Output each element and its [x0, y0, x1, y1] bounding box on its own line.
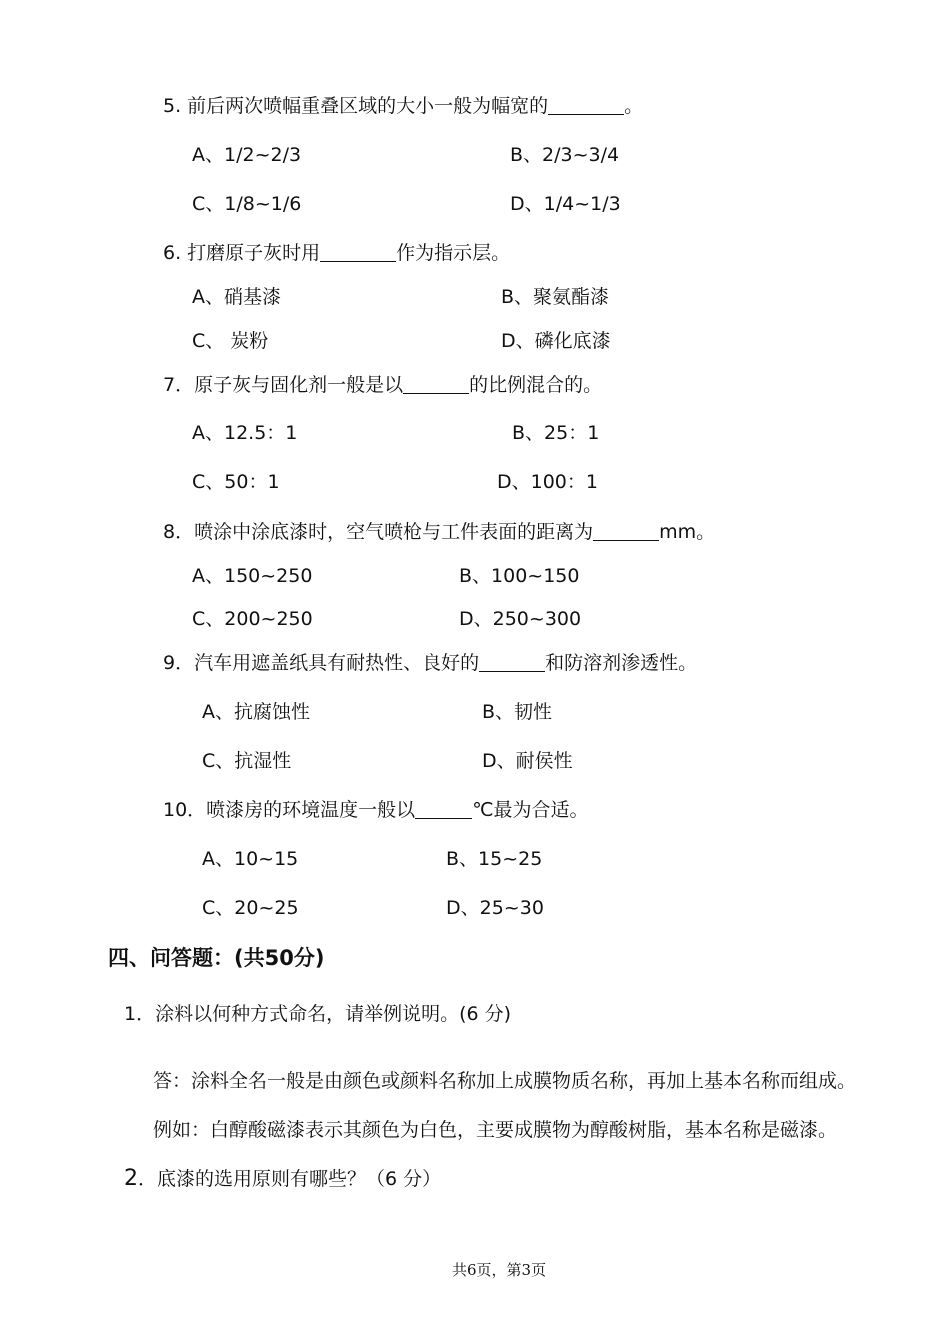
- question-5-stem: 5. 前后两次喷幅重叠区域的大小一般为幅宽的: [163, 95, 549, 117]
- option-c: C、1/8~1/6: [192, 193, 302, 215]
- option-d: D、磷化底漆: [501, 330, 611, 352]
- section-title: 四、问答题：(共50分): [108, 946, 325, 970]
- option-a: A、硝基漆: [192, 286, 281, 308]
- question-5-stem-end: 。: [624, 95, 644, 117]
- question-5: [163, 94, 643, 118]
- question-10-stem-end: ℃最为合适。: [472, 799, 589, 821]
- answer-blank: [320, 241, 396, 262]
- answer-blank: [548, 94, 624, 115]
- question-number: 2: [124, 1166, 138, 1191]
- essay-question-2: [124, 1167, 441, 1191]
- question-6-stem-end: 作为指示层。: [396, 242, 511, 264]
- essay-question-2-text: ．底漆的选用原则有哪些？（6 分）: [138, 1168, 442, 1190]
- question-6-stem: 6. 打磨原子灰时用: [163, 242, 321, 264]
- option-c: C、20~25: [202, 897, 299, 919]
- option-d: D、100：1: [497, 471, 598, 493]
- option-b: B、韧性: [482, 701, 553, 723]
- option-b: B、2/3~3/4: [510, 144, 620, 166]
- option-d: D、25~30: [446, 897, 544, 919]
- question-7-stem-end: 的比例混合的。: [469, 374, 603, 396]
- answer-blank: [593, 520, 659, 541]
- question-10: [163, 798, 589, 822]
- question-9-stem-end: 和防溶剂渗透性。: [545, 652, 698, 674]
- question-10-stem: 10．喷漆房的环境温度一般以: [163, 799, 416, 821]
- option-d: D、250~300: [459, 608, 582, 630]
- option-b: B、聚氨酯漆: [501, 286, 610, 308]
- answer-line-2: 例如：白醇酸磁漆表示其颜色为白色，主要成膜物为醇酸树脂，基本名称是磁漆。: [153, 1119, 838, 1141]
- answer-blank: [479, 651, 545, 672]
- question-9-stem: 9．汽车用遮盖纸具有耐热性、良好的: [163, 652, 480, 674]
- answer-line-1: 答：涂料全名一般是由颜色或颜料名称加上成膜物质名称，再加上基本名称而组成。: [153, 1070, 857, 1092]
- question-8: [163, 520, 715, 544]
- option-d: D、1/4~1/3: [510, 193, 621, 215]
- answer-blank: [415, 798, 472, 819]
- option-b: B、15~25: [446, 848, 543, 870]
- option-c: C、抗湿性: [202, 750, 292, 772]
- option-a: A、抗腐蚀性: [202, 701, 310, 723]
- option-b: B、100~150: [459, 565, 580, 587]
- option-a: A、1/2~2/3: [192, 144, 302, 166]
- option-a: A、12.5：1: [192, 422, 298, 444]
- option-a: A、10~15: [202, 848, 299, 870]
- option-b: B、25：1: [512, 422, 600, 444]
- question-9: [163, 651, 697, 675]
- option-c: C、 炭粉: [192, 330, 269, 352]
- option-c: C、50：1: [192, 471, 280, 493]
- question-7-stem: 7．原子灰与固化剂一般是以: [163, 374, 404, 396]
- answer-blank: [403, 373, 469, 394]
- option-a: A、150~250: [192, 565, 313, 587]
- question-8-stem-end: mm。: [659, 521, 716, 543]
- option-d: D、耐侯性: [482, 750, 573, 772]
- page-footer: 共6页，第3页: [452, 1261, 547, 1279]
- question-6: [163, 241, 510, 265]
- essay-question-1: 1．涂料以何种方式命名，请举例说明。(6 分): [124, 1003, 512, 1025]
- option-c: C、200~250: [192, 608, 313, 630]
- question-8-stem: 8．喷涂中涂底漆时，空气喷枪与工件表面的距离为: [163, 521, 594, 543]
- question-7: [163, 373, 602, 397]
